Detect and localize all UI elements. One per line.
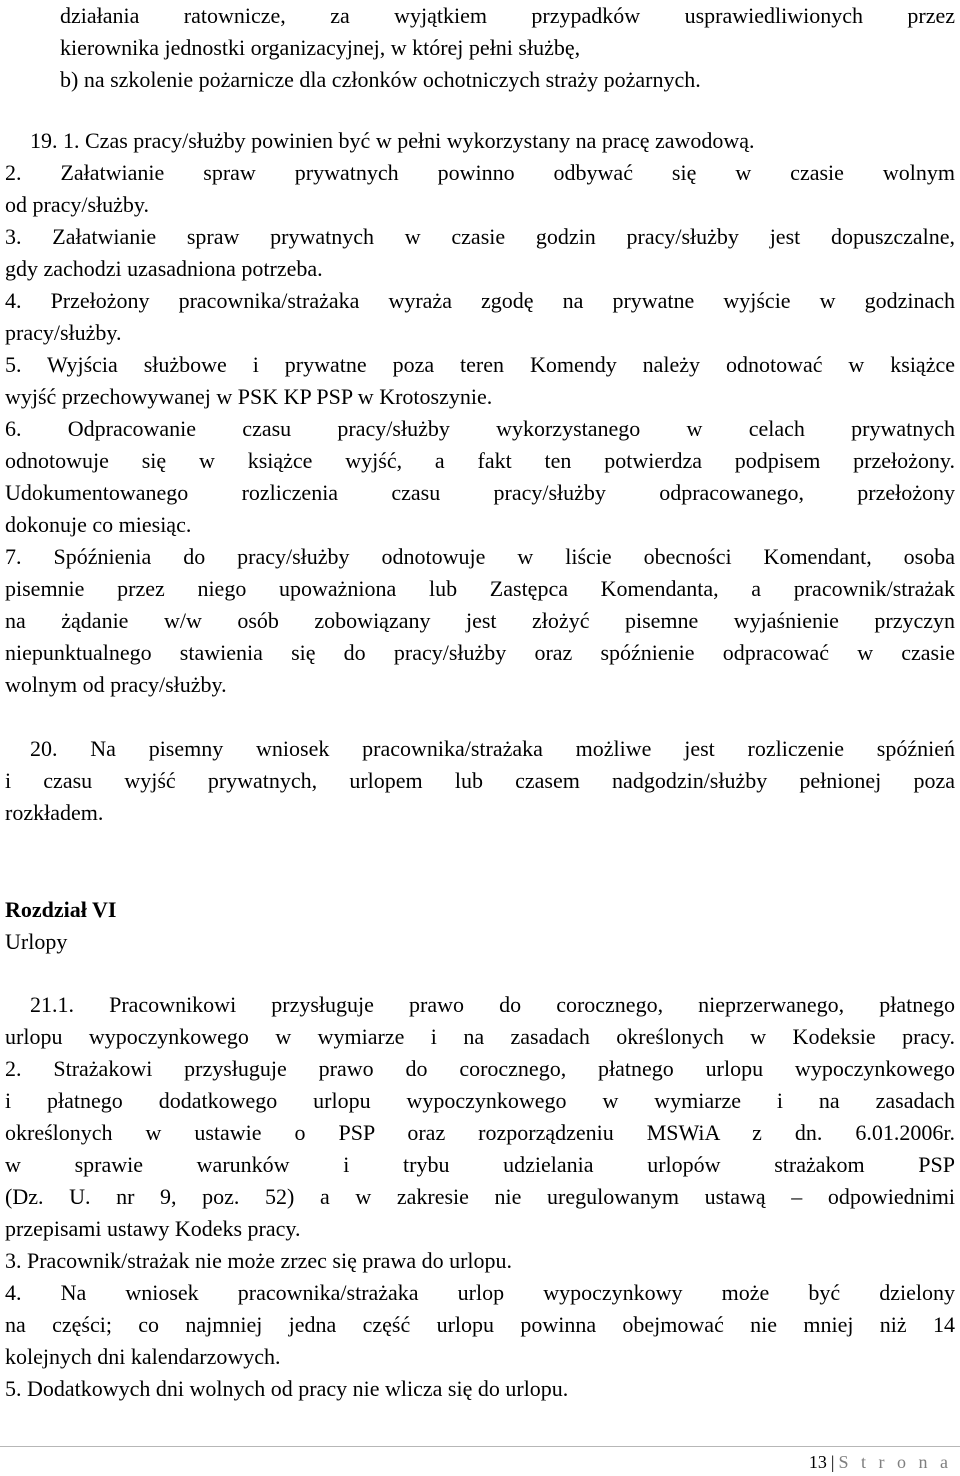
text-line: 21.1. Pracownikowi przysługuje prawo do corocznego, nieprzerwanego, płatnego — [30, 992, 955, 1017]
text-line: (Dz. U. nr 9, poz. 52) a w zakresie nie uregulowanym ustawą – odpowiednimi — [5, 1184, 955, 1209]
page-label: S t r o n a — [838, 1452, 952, 1472]
text-line: i czasu wyjść prywatnych, urlopem lub czasem nadgodzin/służby pełnionej poza — [5, 768, 955, 793]
text-line: 19. 1. Czas pracy/służby powinien być w pełni wykorzystany na pracę zawodową. — [30, 128, 755, 153]
text-line: 2. Załatwianie spraw prywatnych powinno odbywać się w czasie wolnym — [5, 160, 955, 185]
text-line: 3. Załatwianie spraw prywatnych w czasie godzin pracy/służby jest dopuszczalne, — [5, 224, 955, 249]
text-line: od pracy/służby. — [5, 192, 149, 217]
text-line: rozkładem. — [5, 800, 104, 825]
text-line: dokonuje co miesiąc. — [5, 512, 192, 537]
text-line: pracy/służby. — [5, 320, 122, 345]
text-line: Udokumentowanego rozliczenia czasu pracy/służby odpracowanego, przełożony — [5, 480, 955, 505]
text-line: gdy zachodzi uzasadniona potrzeba. — [5, 256, 323, 281]
text-line: wyjść przechowywanej w PSK KP PSP w Krotoszynie. — [5, 384, 493, 409]
text-line: w sprawie warunków i trybu udzielania urlopów strażakom PSP — [5, 1152, 955, 1177]
text-line: 5. Wyjścia służbowe i prywatne poza teren Komendy należy odnotować w książce — [5, 352, 955, 377]
text-line: określonych w ustawie o PSP oraz rozporządzeniu MSWiA z dn. 6.01.2006r. — [5, 1120, 955, 1145]
text-line: kolejnych dni kalendarzowych. — [5, 1344, 281, 1369]
text-line: 3. Pracownik/strażak nie może zrzec się prawa do urlopu. — [5, 1248, 513, 1273]
text-line: urlopu wypoczynkowego w wymiarze i na zasadach określonych w Kodeksie pracy. — [5, 1024, 955, 1049]
text-line: 7. Spóźnienia do pracy/służby odnotowuje w liście obecności Komendant, osoba — [5, 544, 955, 569]
footer-divider — [0, 1446, 960, 1447]
section-19 — [5, 125, 955, 701]
section-21 — [5, 989, 955, 1405]
text-line: na żądanie w/w osób zobowiązany jest złożyć pisemne wyjaśnienie przyczyn — [5, 608, 955, 633]
text-line: 6. Odpracowanie czasu pracy/służby wykorzystanego w celach prywatnych — [5, 416, 955, 441]
footer-separator: | — [830, 1452, 835, 1472]
text-line: 2. Strażakowi przysługuje prawo do corocznego, płatnego urlopu wypoczynkowego — [5, 1056, 955, 1081]
text-line: b) na szkolenie pożarnicze dla członków ochotniczych straży pożarnych. — [60, 67, 701, 92]
text-line: działania ratownicze, za wyjątkiem przypadków usprawiedliwionych przez — [60, 3, 955, 28]
text-line: przepisami ustawy Kodeks pracy. — [5, 1216, 301, 1241]
page-footer — [809, 1451, 952, 1473]
chapter-subtitle: Urlopy — [5, 929, 68, 954]
text-line: kierownika jednostki organizacyjnej, w której pełni służbę, — [60, 35, 581, 60]
text-line: 5. Dodatkowych dni wolnych od pracy nie wlicza się do urlopu. — [5, 1376, 569, 1401]
text-line: odnotowuje się w książce wyjść, a fakt ten potwierdza podpisem przełożony. — [5, 448, 955, 473]
text-line: na części; co najmniej jedna część urlopu powinna obejmować nie mniej niż 14 — [5, 1312, 955, 1337]
text-line: 20. Na pisemny wniosek pracownika/strażaka możliwe jest rozliczenie spóźnień — [30, 736, 955, 761]
page-number: 13 — [808, 1452, 827, 1472]
paragraph-continuation — [5, 0, 955, 96]
text-line: 4. Przełożony pracownika/strażaka wyraża zgodę na prywatne wyjście w godzinach — [5, 288, 955, 313]
text-line: pisemnie przez niego upoważniona lub Zastępca Komendanta, a pracownik/strażak — [5, 576, 955, 601]
text-line: wolnym od pracy/służby. — [5, 672, 227, 697]
section-20 — [5, 733, 955, 829]
text-line: i płatnego dodatkowego urlopu wypoczynkowego w wymiarze i na zasadach — [5, 1088, 955, 1113]
text-line: 4. Na wniosek pracownika/strażaka urlop wypoczynkowy może być dzielony — [5, 1280, 955, 1305]
text-line: niepunktualnego stawienia się do pracy/służby oraz spóźnienie odpracować w czasie — [5, 640, 955, 665]
chapter-heading: Rozdział VI — [5, 897, 117, 922]
